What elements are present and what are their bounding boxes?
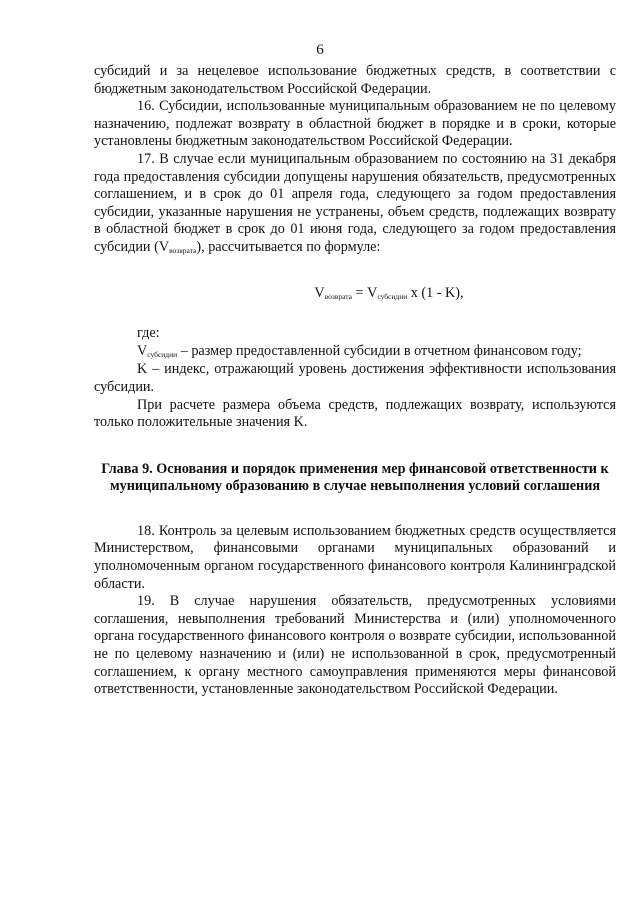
paragraph-17-v: V	[158, 238, 170, 255]
formula-sub1: возврата	[324, 291, 352, 301]
paragraph-16: 16. Субсидии, использованные муниципальным образованием не по целевому назначению, подлежат возврату в областной бюджет в порядке и в сроки, которые установлены бюджетным законодательством Российской Федерации.	[94, 98, 616, 150]
formula-sub2: субсидии	[377, 291, 408, 301]
paragraph-17-end: ), рассчитывается по формуле:	[196, 238, 381, 255]
document-body	[94, 63, 616, 699]
definition-v	[94, 343, 616, 362]
definition-v-subscript: субсидии	[147, 349, 178, 359]
paragraph-17-v-subscript: возврата	[169, 245, 197, 255]
paragraph-18: 18. Контроль за целевым использованием бюджетных средств осуществляется Министерством, финансовыми органами муниципальных образований и уполномоченным органом государственного финансового контроля Калининградской области.	[94, 522, 616, 592]
paragraph-19: 19. В случае нарушения обязательств, предусмотренных условиями соглашения, невыполнения требований Министерства и (или) уполномоченного органа государственного финансового контроля о возврате субсидии, использованной не по целевому назначению и (или) не использованной в срок, предусмотренный соглашением, к органу местного самоуправления применяются меры финансовой ответственности, установленные законодательством Российской Федерации.	[94, 593, 616, 698]
paragraph-continuation: субсидий и за нецелевое использование бюджетных средств, в соответствии с бюджетным законодательством Российской Федерации.	[94, 63, 616, 97]
formula-rest: x (1 - K),	[407, 284, 464, 301]
definition-k: K – индекс, отражающий уровень достижения эффективности использования субсидии.	[94, 361, 616, 395]
where-label: где:	[137, 325, 160, 342]
formula-v1: V	[314, 284, 325, 301]
chapter-title: Глава 9. Основания и порядок применения мер финансовой ответственности к муниципальному образованию в случае невыполнения условий соглашения	[101, 460, 609, 495]
formula-eq: =	[351, 284, 368, 301]
paragraph-calculation: При расчете размера объема средств, подлежащих возврату, используются только положительные значения K.	[94, 396, 616, 431]
definition-v-text: – размер предоставленной субсидии в отчетном финансовом году;	[177, 342, 582, 359]
formula-v2: V	[367, 284, 378, 301]
paragraph-17	[94, 151, 616, 258]
paragraph-17-text: 17. В случае если муниципальным образованием по состоянию на 31 декабря года предоставления субсидии допущены нарушения обязательств, предусмотренных соглашением, и в срок до 01 апреля года, следующего за годом предоставления субсидии, указанные нарушения не устранены, объем средств, подлежащих возврату в областной бюджет в срок до 01 июня года, следующего за годом предоставления субсидии (	[94, 150, 616, 255]
definition-v-symbol: V	[137, 342, 148, 359]
formula	[162, 285, 616, 304]
page-number: 6	[316, 42, 324, 58]
